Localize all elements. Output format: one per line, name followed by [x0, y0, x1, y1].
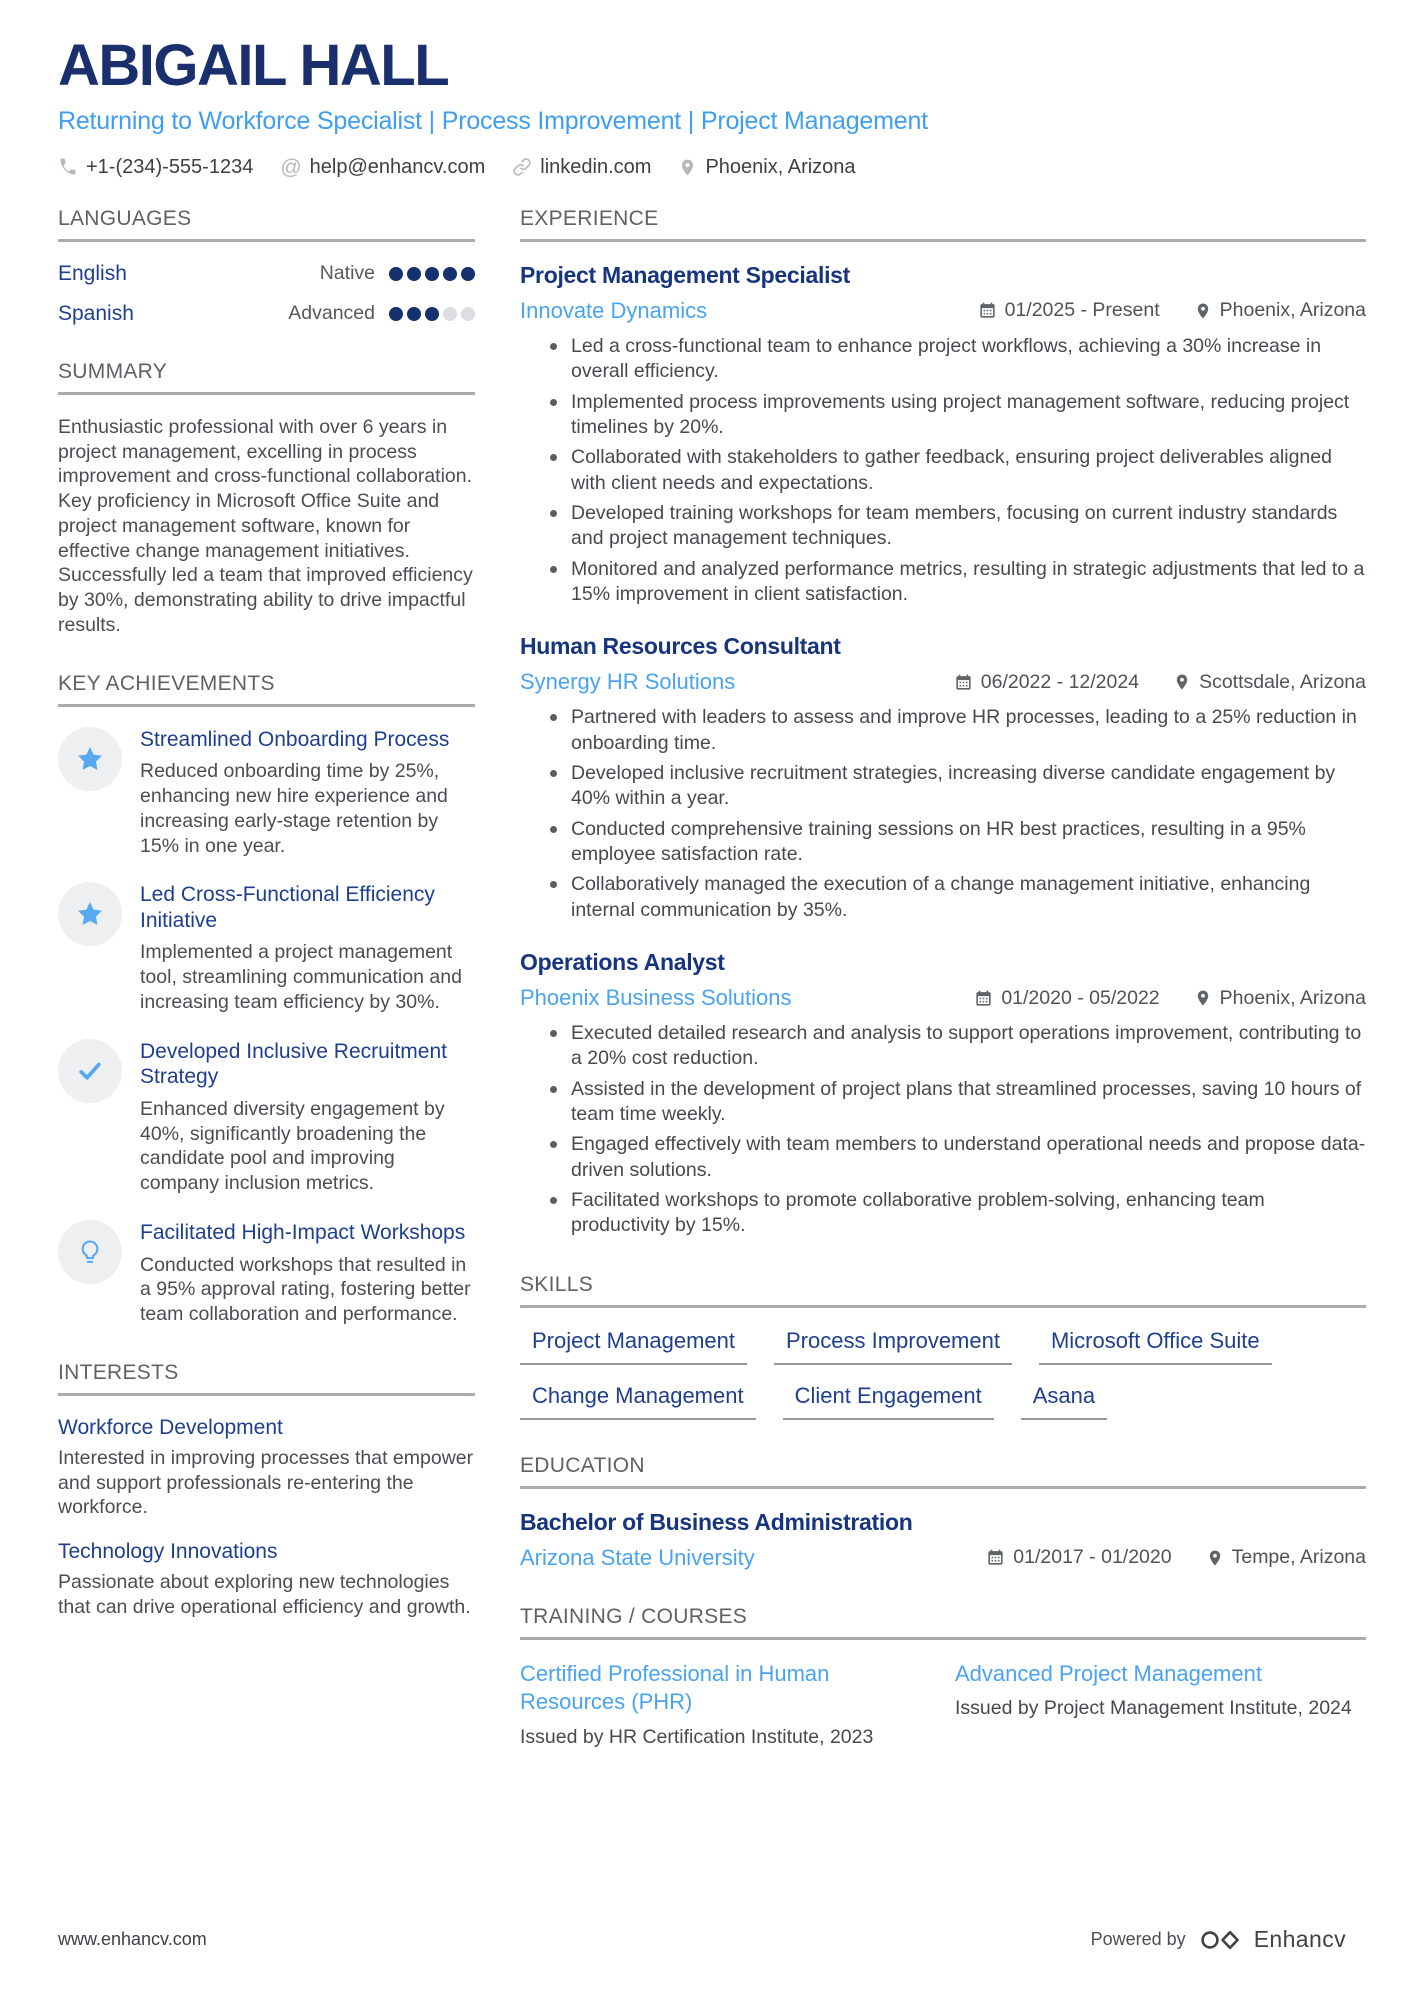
job-location-text: Phoenix, Arizona: [1219, 299, 1366, 322]
job-location: [1173, 671, 1366, 694]
job-bullet: Facilitated workshops to promote collaborative problem-solving, enhancing team productivity by 15%.: [571, 1188, 1366, 1239]
job-dates: [978, 299, 1160, 322]
language-name: Spanish: [58, 301, 134, 325]
language-level: Native: [319, 262, 375, 285]
lightbulb-icon: [76, 1238, 104, 1266]
education-meta-row: [520, 1545, 1366, 1571]
footer: [58, 1926, 1346, 1953]
languages-heading: LANGUAGES: [58, 207, 475, 242]
summary-text: Enthusiastic professional with over 6 years in project management, excelling in process improvement and cross-functional collaboration. Key proficiency in Microsoft Office Suite and project management software, known for effective change management initiatives. Successfully led a team that improved efficiency by 30%, demonstrating ability to drive impactful results.: [58, 415, 473, 636]
job-location-text: Phoenix, Arizona: [1219, 986, 1366, 1009]
achievement-text: Implemented a project management tool, streamlining communication and increasing team efficiency by 30%.: [140, 941, 462, 1013]
achievement-item: [58, 1039, 475, 1196]
achievement-title: Developed Inclusive Recruitment Strategy: [140, 1039, 447, 1089]
summary-heading: SUMMARY: [58, 360, 475, 395]
brand-name: Enhancv: [1253, 1926, 1346, 1952]
skill-item: Client Engagement: [783, 1383, 994, 1420]
language-name: English: [58, 261, 127, 285]
job-title: Human Resources Consultant: [520, 633, 841, 660]
job-location: [1194, 299, 1366, 322]
course-description: Issued by HR Certification Institute, 2023: [520, 1726, 874, 1749]
sidebar: [58, 207, 475, 1654]
job-location-text: Scottsdale, Arizona: [1199, 670, 1366, 693]
phone-icon: [58, 157, 78, 177]
course-description: Issued by Project Management Institute, 2024: [955, 1697, 1352, 1720]
language-row: [58, 302, 475, 326]
job-entry: [520, 262, 1366, 607]
job-bullets: [520, 705, 1366, 923]
interest-text: Interested in improving processes that empower and support professionals re-entering the workforce.: [58, 1446, 474, 1519]
star-icon: [75, 899, 105, 929]
interest-title: Workforce Development: [58, 1415, 283, 1439]
job-bullet: Monitored and analyzed performance metrics, resulting in strategic adjustments that led to a 15% improvement in client satisfaction.: [571, 557, 1366, 608]
course-title: Advanced Project Management: [955, 1660, 1262, 1686]
calendar-icon: [978, 301, 997, 320]
school-name: Arizona State University: [520, 1544, 755, 1570]
proficiency-dot: [461, 267, 475, 281]
job-meta-row: [520, 669, 1366, 695]
header: [58, 33, 1366, 179]
key-achievements-section: [58, 672, 475, 1327]
skills-list: [520, 1328, 1366, 1420]
location-pin-icon: [1194, 989, 1212, 1007]
courses-list: [520, 1660, 1366, 1751]
achievement-title: Facilitated High-Impact Workshops: [140, 1220, 466, 1244]
interests-heading: INTERESTS: [58, 1361, 475, 1396]
job-bullet: Engaged effectively with team members to understand operational needs and propose data-driven solutions.: [571, 1132, 1366, 1183]
link-icon: [512, 157, 532, 177]
job-bullet: Collaborated with stakeholders to gather feedback, ensuring project deliverables aligned with client needs and expectations.: [571, 445, 1366, 496]
language-row: [58, 262, 475, 286]
achievement-icon-circle: [58, 882, 122, 946]
proficiency-dot: [407, 267, 421, 281]
achievement-item: [58, 727, 475, 859]
proficiency-dot: [389, 267, 403, 281]
skill-item: Change Management: [520, 1383, 756, 1420]
language-level: Advanced: [288, 302, 375, 325]
location-pin-icon: [1173, 673, 1191, 691]
footer-site-link[interactable]: www.enhancv.com: [58, 1929, 207, 1949]
proficiency-dots: [389, 307, 475, 321]
job-title: Project Management Specialist: [520, 261, 851, 288]
calendar-icon: [954, 673, 973, 692]
job-meta-row: [520, 985, 1366, 1011]
key-achievements-heading: KEY ACHIEVEMENTS: [58, 672, 475, 707]
email-text: help@enhancv.com: [309, 155, 486, 178]
linkedin-text: linkedin.com: [540, 155, 652, 178]
job-bullet: Partnered with leaders to assess and improve HR processes, leading to a 25% reduction in onboarding time.: [571, 705, 1366, 756]
proficiency-dot: [443, 307, 457, 321]
education-dates-text: 01/2017 - 01/2020: [1013, 1546, 1172, 1569]
at-icon: @: [280, 155, 302, 179]
company-name: Innovate Dynamics: [520, 297, 708, 323]
skills-section: [520, 1273, 1366, 1420]
interest-item: [58, 1416, 475, 1520]
powered-by-label: Powered by: [1090, 1929, 1186, 1949]
job-bullet: Implemented process improvements using project management software, reducing project timelines by 20%.: [571, 390, 1366, 441]
course-item: [955, 1660, 1366, 1751]
job-dates: [974, 987, 1159, 1010]
achievement-item: [58, 1220, 475, 1327]
experience-heading: EXPERIENCE: [520, 207, 1366, 242]
job-dates-text: 01/2025 - Present: [1004, 299, 1160, 322]
education-section: [520, 1454, 1366, 1571]
proficiency-dot: [389, 307, 403, 321]
interest-item: [58, 1540, 475, 1620]
achievement-item: [58, 882, 475, 1014]
job-bullets: [520, 1021, 1366, 1239]
interest-title: Technology Innovations: [58, 1540, 278, 1564]
calendar-icon: [986, 1548, 1005, 1567]
phone-link[interactable]: [58, 156, 253, 179]
education-dates: [986, 1546, 1171, 1569]
email-link[interactable]: [280, 156, 485, 179]
location-pin-icon: [1206, 1549, 1224, 1567]
phone-text: +1-(234)-555-1234: [86, 155, 254, 178]
enhancv-logo-icon: [1199, 1928, 1241, 1952]
main-column: [520, 207, 1366, 1784]
achievement-title: Streamlined Onboarding Process: [140, 727, 450, 751]
interest-text: Passionate about exploring new technologies that can drive operational efficiency and growth.: [58, 1571, 471, 1618]
skill-item: Microsoft Office Suite: [1039, 1328, 1272, 1365]
achievement-title: Led Cross-Functional Efficiency Initiative: [140, 883, 435, 932]
achievement-icon-circle: [58, 1039, 122, 1103]
achievement-icon-circle: [58, 727, 122, 791]
company-name: Synergy HR Solutions: [520, 669, 736, 695]
job-bullets: [520, 334, 1366, 607]
proficiency-dot: [461, 307, 475, 321]
powered-by-link[interactable]: [1091, 1926, 1346, 1953]
job-meta-row: [520, 298, 1366, 324]
job-bullet: Developed inclusive recruitment strategies, increasing diverse candidate engagement by 40% within a year.: [571, 761, 1366, 812]
job-dates-text: 06/2022 - 12/2024: [980, 670, 1140, 693]
person-name: ABIGAIL HALL: [58, 33, 449, 98]
location-text: Phoenix, Arizona: [705, 155, 856, 178]
proficiency-dot: [443, 267, 457, 281]
experience-section: [520, 207, 1366, 1239]
training-section: [520, 1605, 1366, 1751]
location-pin-icon: [678, 158, 697, 177]
job-bullet: Collaboratively managed the execution of a change management initiative, enhancing internal communication by 35%.: [571, 872, 1366, 923]
skill-item: Asana: [1021, 1383, 1107, 1420]
headline: Returning to Workforce Specialist | Process Improvement | Project Management: [58, 106, 928, 135]
course-title: Certified Professional in Human Resources (PHR): [520, 1660, 830, 1715]
job-bullet: Led a cross-functional team to enhance project workflows, achieving a 30% increase in overall efficiency.: [571, 334, 1366, 385]
achievement-icon-circle: [58, 1220, 122, 1284]
skill-item: Process Improvement: [774, 1328, 1012, 1365]
summary-section: [58, 360, 475, 638]
achievement-text: Conducted workshops that resulted in a 95% approval rating, fostering better team collaboration and performance.: [140, 1253, 471, 1326]
course-item: [520, 1660, 931, 1751]
job-entry: [520, 633, 1366, 923]
skills-heading: SKILLS: [520, 1273, 1366, 1308]
achievement-text: Reduced onboarding time by 25%, enhancing new hire experience and increasing early-stage retention by 15% in one year.: [140, 760, 448, 857]
job-bullet: Executed detailed research and analysis to support operations improvement, contributing to a 20% cost reduction.: [571, 1021, 1366, 1072]
education-heading: EDUCATION: [520, 1454, 1366, 1489]
skill-item: Project Management: [520, 1328, 747, 1365]
job-bullet: Developed training workshops for team members, focusing on current industry standards and project management techniques.: [571, 501, 1366, 552]
job-location: [1194, 987, 1366, 1010]
proficiency-dot: [407, 307, 421, 321]
proficiency-dot: [425, 307, 439, 321]
job-title: Operations Analyst: [520, 949, 725, 976]
calendar-icon: [974, 989, 993, 1008]
job-dates: [954, 671, 1139, 694]
job-bullet: Conducted comprehensive training sessions on HR best practices, resulting in a 95% employee satisfaction rate.: [571, 817, 1366, 868]
location-pin-icon: [1194, 302, 1212, 320]
job-bullet: Assisted in the development of project plans that streamlined processes, saving 10 hours of team time weekly.: [571, 1077, 1366, 1128]
proficiency-dots: [389, 267, 475, 281]
education-location: [1206, 1546, 1366, 1569]
interests-section: [58, 1361, 475, 1620]
proficiency-dot: [425, 267, 439, 281]
location-item: [678, 156, 855, 179]
training-heading: TRAINING / COURSES: [520, 1605, 1366, 1640]
languages-section: [58, 207, 475, 326]
job-entry: [520, 949, 1366, 1239]
achievement-text: Enhanced diversity engagement by 40%, significantly broadening the candidate pool and improving company inclusion metrics.: [140, 1097, 445, 1195]
star-icon: [75, 744, 105, 774]
linkedin-link[interactable]: [512, 156, 651, 179]
job-dates-text: 01/2020 - 05/2022: [1001, 986, 1160, 1009]
degree-title: Bachelor of Business Administration: [520, 1508, 913, 1535]
education-location-text: Tempe, Arizona: [1231, 1546, 1366, 1569]
check-icon: [76, 1057, 104, 1085]
company-name: Phoenix Business Solutions: [520, 985, 792, 1011]
contact-row: [58, 156, 1366, 179]
